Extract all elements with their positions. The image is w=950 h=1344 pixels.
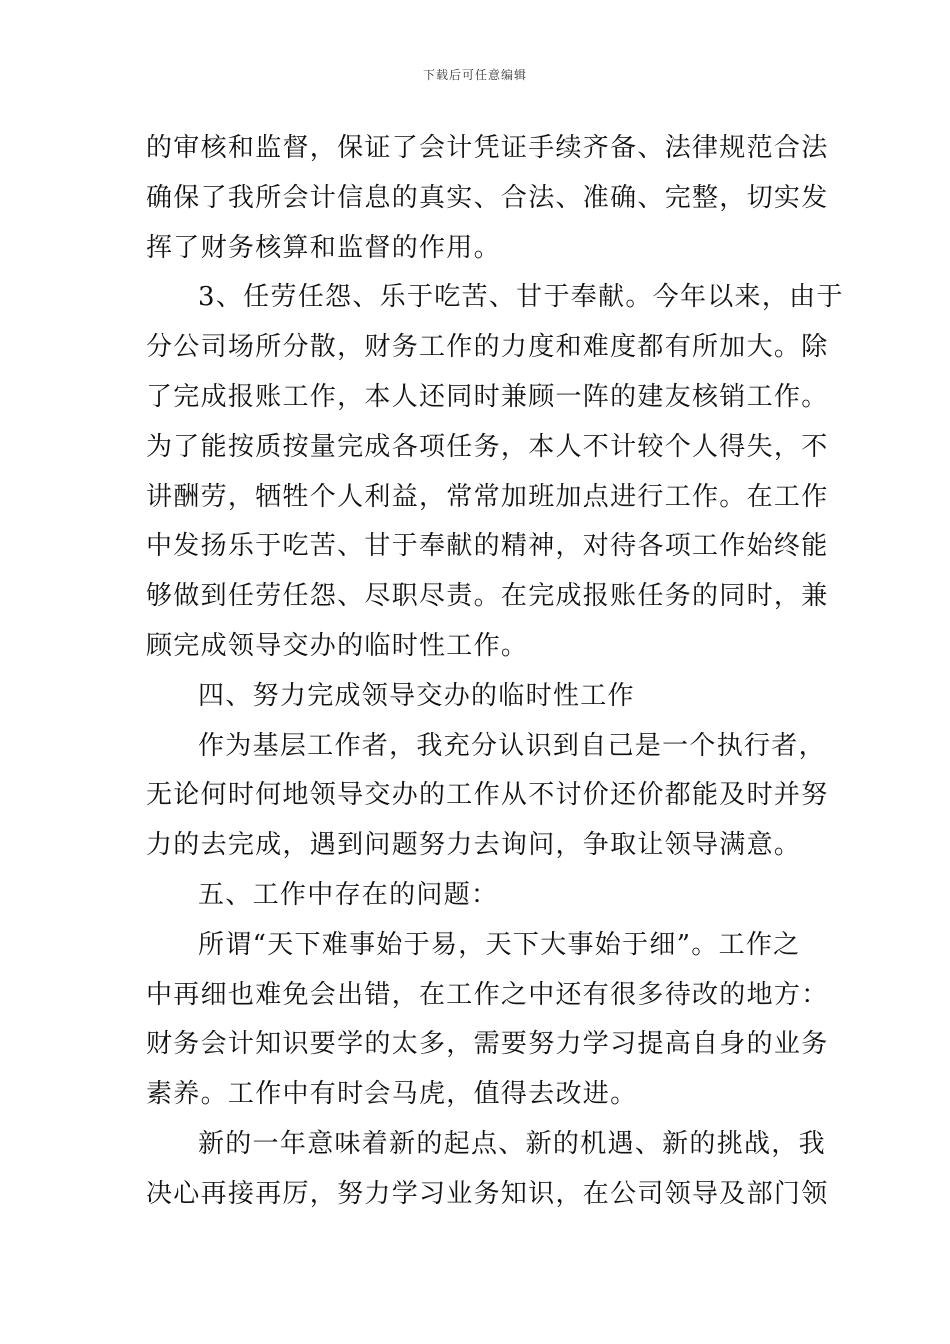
text-line: 中发扬乐于吃苦、甘于奉献的精神，对待各项工作始终能: [146, 531, 829, 562]
text-line: 3、任劳任怨、乐于吃苦、甘于奉献。今年以来，由于: [198, 282, 844, 313]
text-line: 顾完成领导交办的临时性工作。: [146, 630, 529, 661]
text-line: 确保了我所会计信息的真实、合法、准确、完整，切实发: [146, 182, 829, 213]
text-line: 为了能按质按量完成各项任务，本人不计较个人得失，不: [146, 431, 829, 462]
page-header: 下载后可任意编辑: [422, 68, 527, 82]
text-line: 无论何时何地领导交办的工作从不讨价还价都能及时并努: [146, 780, 829, 811]
text-line: 中再细也难免会出错，在工作之中还有很多待改的地方：: [146, 979, 829, 1010]
text-line: 讲酬劳，牺牲个人利益，常常加班加点进行工作。在工作: [146, 481, 829, 512]
text-line: 素养。工作中有时会马虎，值得去改进。: [146, 1079, 638, 1110]
document-body: [146, 124, 844, 1220]
text-line: 决心再接再厉，努力学习业务知识，在公司领导及部门领: [146, 1178, 829, 1209]
section-heading: 四、努力完成领导交办的临时性工作: [198, 680, 635, 711]
text-line: 所谓“天下难事始于易，天下大事始于细”。工作之: [198, 929, 801, 960]
section-heading: 五、工作中存在的问题：: [198, 879, 499, 910]
text-line: 作为基层工作者，我充分认识到自己是一个执行者，: [198, 730, 826, 761]
text-line: 了完成报账工作，本人还同时兼顾一阵的建友核销工作。: [146, 381, 829, 412]
text-line: 分公司场所分散，财务工作的力度和难度都有所加大。除: [146, 332, 829, 363]
text-line: 够做到任劳任怨、尽职尽责。在完成报账任务的同时，兼: [146, 581, 829, 612]
text-line: 的审核和监督，保证了会计凭证手续齐备、法律规范合法: [146, 133, 829, 163]
text-line: 力的去完成，遇到问题努力去询问，争取让领导满意。: [146, 830, 802, 861]
text-line: 财务会计知识要学的太多，需要努力学习提高自身的业务: [146, 1029, 829, 1060]
text-line: 挥了财务核算和监督的作用。: [146, 232, 501, 263]
text-line: 新的一年意味着新的起点、新的机遇、新的挑战，我: [198, 1128, 826, 1159]
